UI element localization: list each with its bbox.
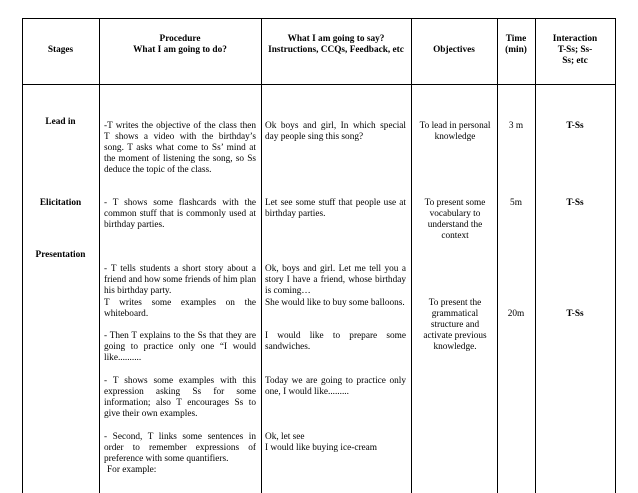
header-time-unit: (min) [505, 45, 527, 55]
stage-lead-in: Lead in [45, 117, 76, 127]
header-procedure-title: Procedure [159, 34, 201, 44]
say-practice: Today we are going to practice only one, I would like......... [265, 376, 406, 397]
header-objectives: Objectives [433, 45, 475, 55]
interaction-lead-in: T-Ss [566, 121, 584, 131]
stage-elicitation: Elicitation [39, 198, 82, 208]
column-divider [99, 18, 100, 493]
header-bottom-border [22, 84, 616, 85]
column-divider [497, 18, 498, 493]
procedure-story: - T tells students a short story about a friend and how some friends of him plan his birthday party. [104, 264, 256, 296]
say-elicitation: Let see some stuff that people use at birthday parties. [265, 198, 406, 219]
interaction-presentation: T-Ss [566, 309, 584, 319]
objective-presentation: To present the grammatical structure and activate previous knowledge. [423, 298, 487, 352]
header-interaction-line-3: Ss; etc [562, 56, 588, 66]
interaction-elicitation: T-Ss [566, 198, 584, 208]
procedure-elicitation: - T shows some flashcards with the common stuff that is commonly used at birthday parties. [104, 198, 256, 230]
header-interaction-line-1: Interaction [552, 34, 598, 44]
header-interaction-line-2: T-Ss; Ss- [557, 45, 593, 55]
procedure-whiteboard: T writes some examples on the whiteboard. [104, 298, 256, 319]
procedure-explain: - Then T explains to the Ss that they are going to practice only one “I would like.......... [104, 331, 256, 363]
column-divider [261, 18, 262, 493]
header-procedure [99, 34, 261, 56]
time-presentation: 20m [507, 309, 525, 319]
header-time-title: Time [505, 34, 527, 44]
header-say [261, 34, 411, 56]
procedure-link-sentences: - Second, T links some sentences in order to remember expressions of preference with some quantifiers. [104, 432, 256, 464]
say-lead-in: Ok boys and girl, In which special day people sing this song? [265, 121, 406, 142]
header-time [497, 34, 535, 56]
header-stages: Stages [47, 45, 74, 55]
header-say-title: What I am going to say? [287, 34, 385, 44]
say-story: Ok, boys and girl. Let me tell you a story I have a friend, whose birthday is coming… [265, 264, 406, 296]
procedure-for-example: For example: [107, 465, 157, 475]
header-interaction [535, 34, 615, 67]
table-top-border [22, 18, 616, 19]
stage-presentation: Presentation [35, 250, 86, 260]
objective-elicitation: To present some vocabulary to understand the context [424, 198, 486, 241]
say-ice-cream: I would like buying ice-cream [265, 443, 378, 453]
column-divider [411, 18, 412, 493]
header-say-subtitle: Instructions, CCQs, Feedback, etc [268, 45, 404, 55]
procedure-lead-in: -T writes the objective of the class then T shows a video with the birthday’s song. T asks what come to Ss’ mind at the moment of listening the song, so Ss deduce the topic of the class. [104, 121, 256, 175]
say-let-see: Ok, let see [265, 432, 305, 442]
objective-lead-in: To lead in personal knowledge [419, 121, 491, 142]
header-procedure-subtitle: What I am going to do? [133, 45, 227, 55]
column-divider [535, 18, 536, 493]
time-lead-in: 3 m [508, 121, 524, 131]
say-sandwiches: I would like to prepare some sandwiches. [265, 331, 406, 352]
procedure-examples: - T shows some examples with this expression asking Ss for some information; also T encourages Ss to give their own examples. [104, 376, 256, 419]
say-balloons: She would like to buy some balloons. [265, 298, 405, 308]
column-divider [615, 18, 616, 493]
time-elicitation: 5m [510, 198, 522, 208]
